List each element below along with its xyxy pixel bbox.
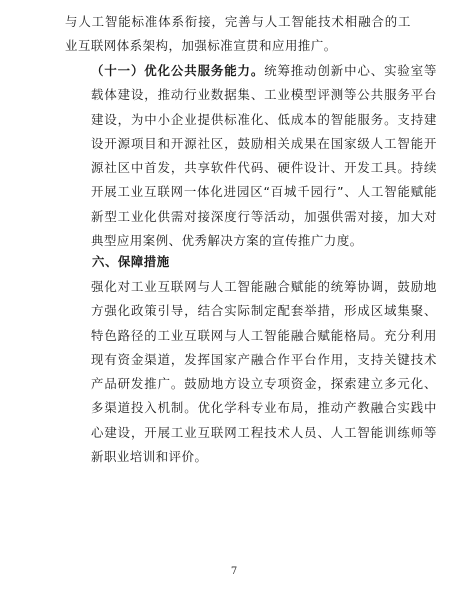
section-heading-safeguards: 六、保障措施: [92, 254, 170, 269]
page-number: 7: [230, 566, 238, 577]
paragraph-heading-11: （十一）优化公共服务能力。: [91, 63, 265, 78]
paragraph-safeguards: 强化对工业互联网与人工智能融合赋能的统筹协调，鼓励地方强化政策引导，结合实际制定配套举措，形成区域集聚、特色路径的工业互联网与人工智能融合赋能格局。充分利用现有资金渠道，发挥国家产融合作平台作用，支持关键技术产品研发推广。鼓励地方设立专项资金，探索建立多元化、多渠道投入机制。优化学科专业布局，推动产教融合实践中心建设，开展工业互联网工程技术人员、人工智能训练师等新职业培训和评价。: [91, 279, 437, 465]
paragraph-public-services-text: 统筹推动创新中心、实验室等载体建设，推动行业数据集、工业模型评测等公共服务平台建设，为中小企业提供标准化、低成本的智能服务。支持建设开源项目和开源社区，鼓励相关成果在国家级人工智能开源社区中首发，共享软件代码、硬件设计、开发工具。持续开展工业互联网一体化进园区“百城千园行”、人工智能赋能新型工业化供需对接深度行等活动，加强供需对接，加大对典型应用案例、优秀解决方案的宣传推广力度。: [91, 63, 437, 249]
paragraph-continuation: 与人工智能标准体系衔接，完善与人工智能技术相融合的工业互联网体系架构，加强标准宣贯和应用推广。: [65, 14, 411, 54]
paragraph-public-services: [65, 59, 437, 253]
